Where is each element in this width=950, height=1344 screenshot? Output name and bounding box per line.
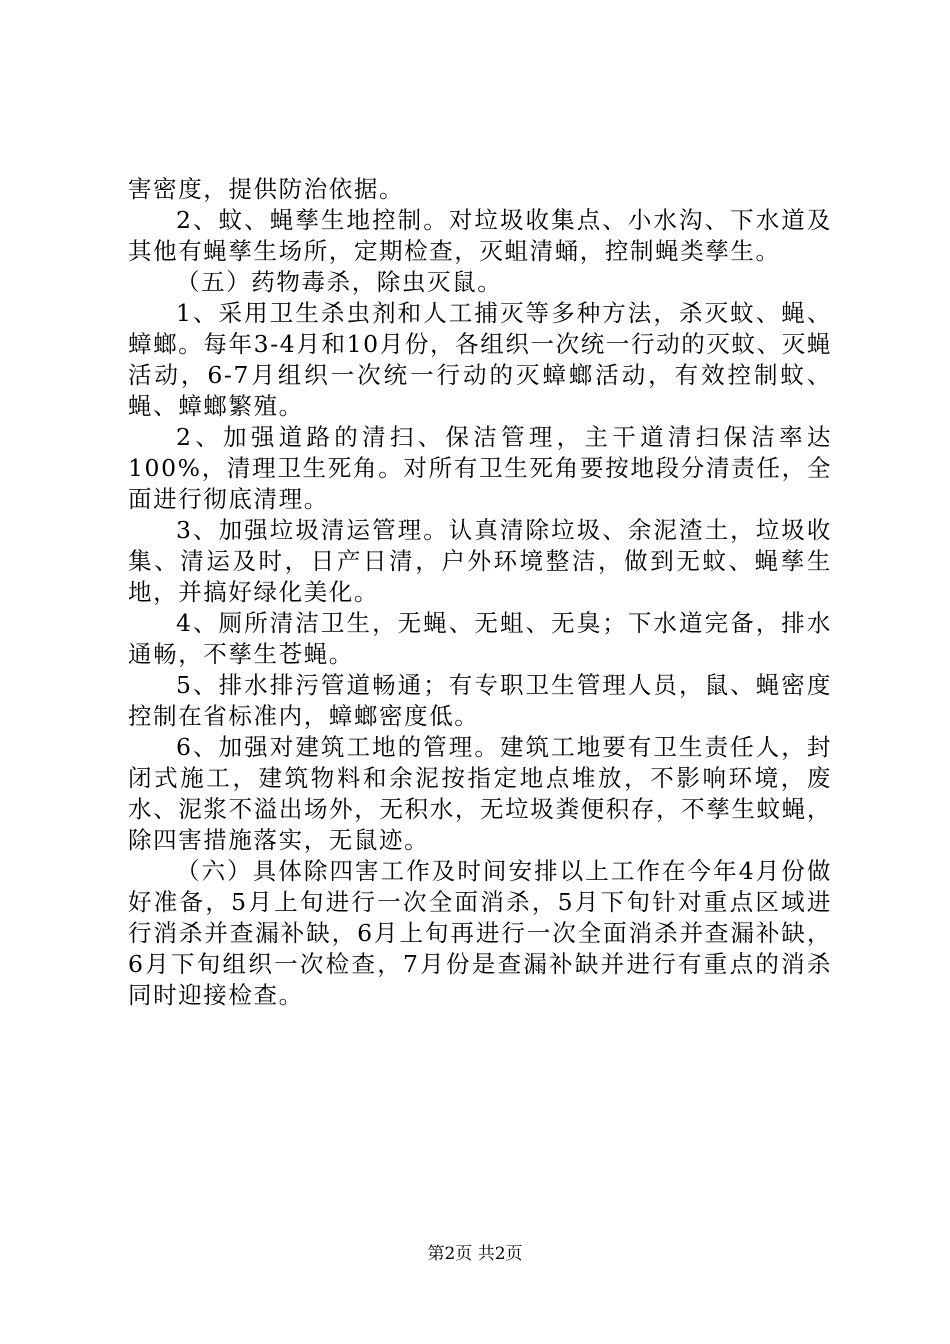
document-body — [128, 174, 832, 1011]
paragraph-1: 害密度，提供防治依据。 — [128, 175, 405, 203]
paragraph-4: 1、采用卫生杀虫剂和人工捕灭等多种方法，杀灭蚊、蝇、蟑螂。每年3-4月和10月份，各组织一次统一行动的灭蚊、灭蝇活动，6-7月组织一次统一行动的灭蟑螂活动，有效控制蚊、蝇、蟑螂繁殖。 — [128, 299, 832, 420]
paragraph-9: 6、加强对建筑工地的管理。建筑工地要有卫生责任人，封闭式施工，建筑物料和余泥按指定地点堆放，不影响环境，废水、泥浆不溢出场外，无积水，无垃圾粪便积存，不孳生蚊蝇，除四害措施落实，无鼠迹。 — [128, 733, 832, 854]
page-footer: 第2页 共2页 — [427, 1244, 523, 1264]
paragraph-6: 3、加强垃圾清运管理。认真清除垃圾、余泥渣土，垃圾收集、清运及时，日产日清，户外环境整洁，做到无蚊、蝇孳生地，并搞好绿化美化。 — [128, 516, 832, 606]
paragraph-7: 4、厕所清洁卫生，无蝇、无蛆、无臭；下水道完备，排水通畅，不孳生苍蝇。 — [128, 609, 832, 668]
section-heading-6: （六）具体除四害工作及时间安排以上工作在今年4月份做好准备，5月上旬进行一次全面消杀，5月下旬针对重点区域进行消杀并查漏补缺，6月上旬再进行一次全面消杀并查漏补缺，6月下旬组织一次检查，7月份是查漏补缺并进行有重点的消杀同时迎接检查。 — [128, 857, 832, 1009]
paragraph-5: 2、加强道路的清扫、保洁管理，主干道清扫保洁率达100%，清理卫生死角。对所有卫生死角要按地段分清责任，全面进行彻底清理。 — [128, 423, 832, 513]
paragraph-2: 2、蚊、蝇孳生地控制。对垃圾收集点、小水沟、下水道及其他有蝇孳生场所，定期检查，灭蛆清蛹，控制蝇类孳生。 — [128, 206, 832, 265]
section-heading-5: （五）药物毒杀，除虫灭鼠。 — [176, 268, 503, 296]
paragraph-8: 5、排水排污管道畅通；有专职卫生管理人员，鼠、蝇密度控制在省标准内，蟑螂密度低。 — [128, 671, 832, 730]
